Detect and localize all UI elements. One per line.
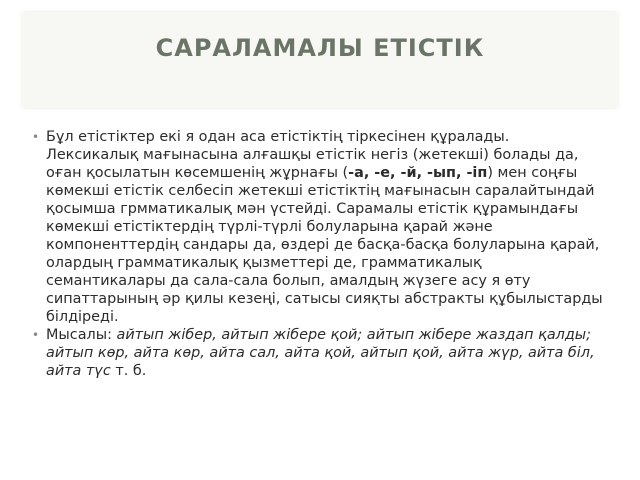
suffix-list: -а, -е, -й, -ып, -іп (348, 165, 488, 181)
bullet-paragraph-description (32, 128, 604, 326)
bullet-paragraph-examples (32, 326, 604, 380)
bullet-icon: • (32, 130, 40, 144)
examples-text: айтып жібер, айтып жібере қой; айтып жібере жаздап қалды; айтып көр, айта көр, айта сал, айта қой, айтып қой, айта жүр, айта біл, айта түс (46, 327, 595, 379)
content-list (32, 128, 604, 380)
slide-title: САРАЛАМАЛЫ ЕТІСТІК (155, 34, 485, 62)
examples-ending: т. б. (110, 363, 147, 379)
description-text-before: Бұл етістіктер екі я одан аса етістіктің тіркесінен құралады. Лексикалық мағынасына алғашқы етістік негіз (жетекші) болады да, оған қосылатын көсемшенің жұрнағы ( (46, 129, 579, 181)
description-text-after: ) мен соңғы көмекші етістік селбесіп жетекші етістіктің мағынасын саралайтындай қосымша грмматикалық мән үстейді. Сарамалы етістік құрамындағы көмекші етістіктердің түрлі-түрлі болуларына қарай және компоненттердің сандары да, өздері де басқа-басқа болуларына қарай, олардың грамматикалық қызметтері де, грамматикалық семантикалары да сала-сала болып, амалдың жүзеге асу я өту сипаттарының әр қилы кезеңі, сатысы сияқты абстракты құбылыстарды білдіреді. (46, 165, 603, 325)
bullet-icon: • (32, 328, 40, 342)
title-placeholder (22, 12, 618, 108)
examples-label: Мысалы: (46, 327, 117, 343)
